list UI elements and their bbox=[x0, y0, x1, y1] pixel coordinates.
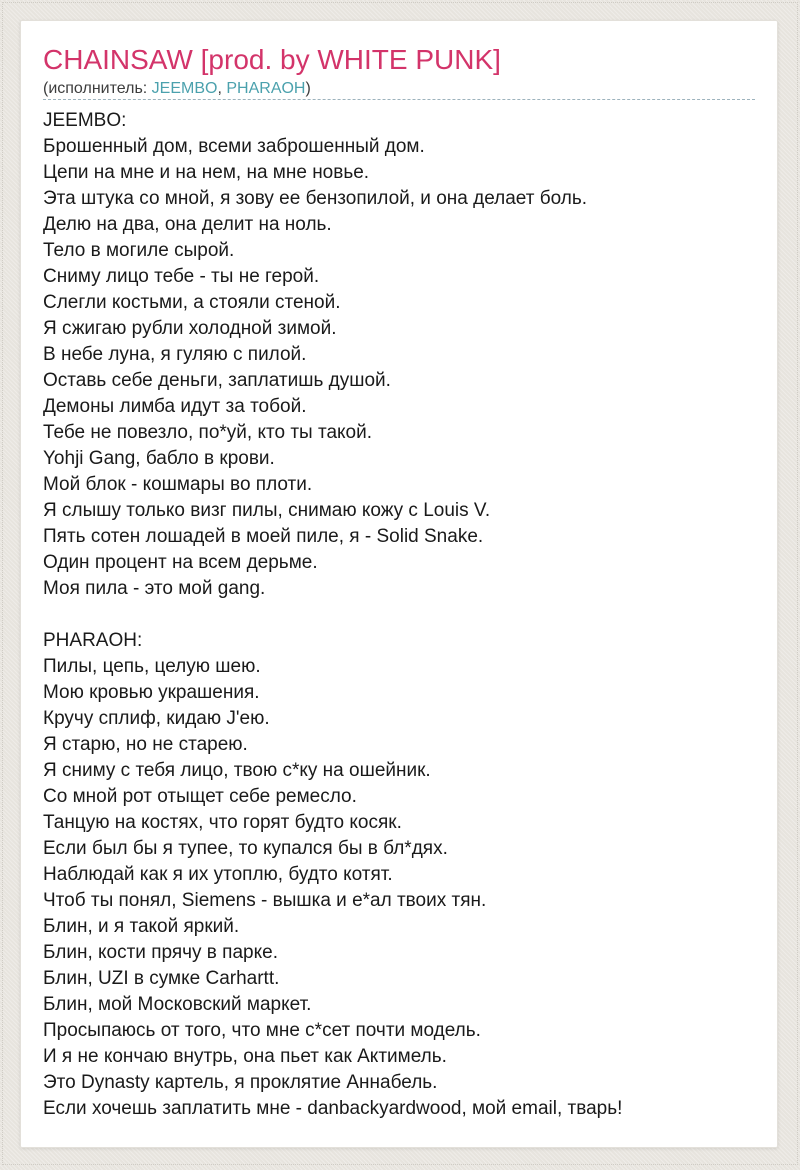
lyric-line: Мою кровью украшения. bbox=[43, 682, 260, 703]
lyric-line: Оставь себе деньги, заплатишь душой. bbox=[43, 370, 391, 391]
lyric-line: Если был бы я тупее, то купался бы в бл*дях. bbox=[43, 838, 448, 859]
lyric-line: Тебе не повезло, по*уй, кто ты такой. bbox=[43, 422, 373, 443]
lyric-line: Наблюдай как я их утоплю, будто котят. bbox=[43, 864, 393, 885]
lyric-line: Танцую на костях, что горят будто косяк. bbox=[43, 812, 402, 833]
lyric-line: Со мной рот отыщет себе ремесло. bbox=[43, 786, 357, 807]
lyric-line: Я сжигаю рубли холодной зимой. bbox=[43, 318, 337, 339]
song-title: CHAINSAW [prod. by WHITE PUNK] bbox=[43, 44, 501, 75]
lyric-line: Блин, кости прячу в парке. bbox=[43, 942, 278, 963]
lyric-line: Пять сотен лошадей в моей пиле, я - Solid Snake. bbox=[43, 526, 484, 547]
section-gap bbox=[43, 602, 755, 628]
lyric-line: Слегли костьми, а стояли стеной. bbox=[43, 292, 341, 313]
lyric-line: Сниму лицо тебе - ты не герой. bbox=[43, 266, 320, 287]
lyric-line: В небе луна, я гуляю с пилой. bbox=[43, 344, 307, 365]
section-header: JEEMBO: bbox=[43, 110, 127, 131]
lyric-line: Цепи на мне и на нем, на мне новье. bbox=[43, 162, 370, 183]
lyric-line: Брошенный дом, всеми заброшенный дом. bbox=[43, 136, 425, 157]
lyric-line: Я сниму с тебя лицо, твою с*ку на ошейник. bbox=[43, 760, 431, 781]
lyric-line: И я не кончаю внутрь, она пьет как Актимель. bbox=[43, 1046, 447, 1067]
artist-label: (исполнитель: bbox=[43, 80, 152, 97]
lyric-line: Если хочешь заплатить мне - danbackyardwood, мой email, тварь! bbox=[43, 1098, 623, 1119]
lyric-line: Моя пила - это мой gang. bbox=[43, 578, 266, 599]
lyric-line: Делю на два, она делит на ноль. bbox=[43, 214, 332, 235]
lyric-line: Тело в могиле сырой. bbox=[43, 240, 235, 261]
lyric-line: Я слышу только визг пилы, снимаю кожу с Louis V. bbox=[43, 500, 491, 521]
lyric-line: Yohji Gang, бабло в крови. bbox=[43, 448, 275, 469]
lyric-line: Один процент на всем дерьме. bbox=[43, 552, 318, 573]
lyric-line: Это Dynasty картель, я проклятие Аннабель. bbox=[43, 1072, 438, 1093]
artist-line bbox=[43, 79, 755, 100]
lyrics-card bbox=[20, 20, 778, 1148]
lyric-line: Я старю, но не старею. bbox=[43, 734, 248, 755]
lyric-line: Чтоб ты понял, Siemens - вышка и е*ал твоих тян. bbox=[43, 890, 487, 911]
lyric-line: Пилы, цепь, целую шею. bbox=[43, 656, 261, 677]
lyric-line: Эта штука со мной, я зову ее бензопилой, и она делает боль. bbox=[43, 188, 587, 209]
section-header: PHARAOH: bbox=[43, 630, 143, 651]
lyric-line: Блин, и я такой яркий. bbox=[43, 916, 240, 937]
artist-separator: , bbox=[217, 80, 227, 97]
lyric-line: Мой блок - кошмары во плоти. bbox=[43, 474, 313, 495]
lyric-line: Просыпаюсь от того, что мне с*сет почти модель. bbox=[43, 1020, 481, 1041]
lyric-line: Демоны лимба идут за тобой. bbox=[43, 396, 307, 417]
artist-suffix: ) bbox=[305, 80, 311, 97]
lyric-line: Кручу сплиф, кидаю J'ею. bbox=[43, 708, 270, 729]
lyric-line: Блин, UZI в сумке Carhartt. bbox=[43, 968, 280, 989]
lyrics-text bbox=[43, 108, 755, 1122]
lyric-line: Блин, мой Московский маркет. bbox=[43, 994, 312, 1015]
artist-link-pharaoh[interactable]: PHARAOH bbox=[226, 80, 306, 97]
artist-link-jeembo[interactable]: JEEMBO bbox=[151, 80, 218, 97]
